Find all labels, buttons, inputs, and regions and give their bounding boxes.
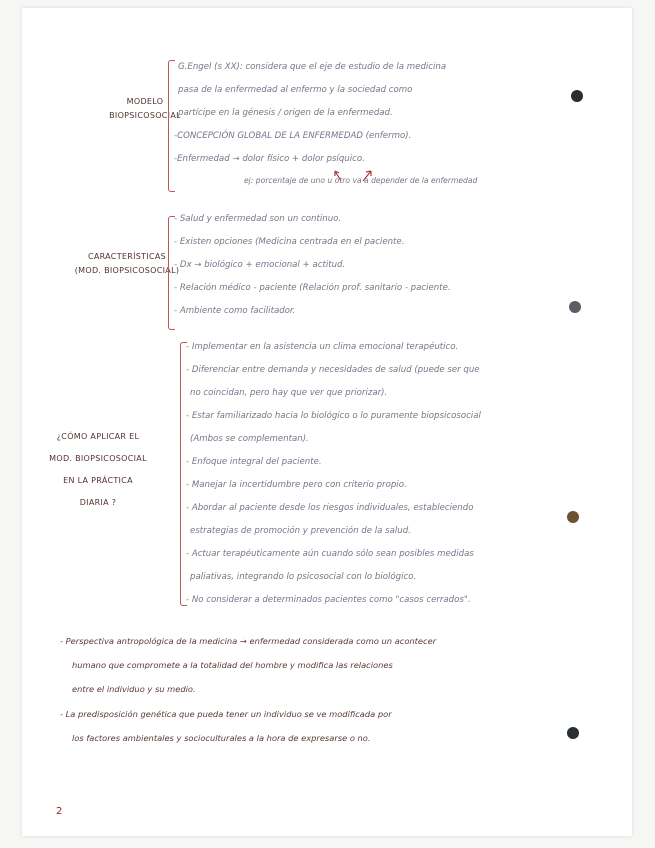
label-line: DIARIA ?	[79, 498, 117, 507]
note-line: humano que compromete a la totalidad del hombre y modifica las relaciones	[72, 660, 393, 670]
punch-hole	[571, 90, 583, 102]
note-line: - Actuar terapéuticamente aún cuando sólo sean posibles medidas	[186, 549, 474, 559]
note-line: - Ambiente como facilitador.	[174, 306, 296, 316]
punch-hole	[567, 727, 579, 739]
label-line: ¿CÓMO APLICAR EL	[56, 432, 140, 441]
note-line: - Estar familiarizado hacia lo biológico o lo puramente biopsicosocial	[186, 411, 481, 421]
punch-hole	[569, 301, 581, 313]
note-line: estrategias de promoción y prevención de la salud.	[190, 526, 411, 536]
label-line: (MOD. BIOPSICOSOCIAL)	[74, 266, 180, 275]
note-line: -CONCEPCIÓN GLOBAL DE LA ENFERMEDAD (enfermo).	[174, 131, 412, 141]
note-line: entre el individuo y su medio.	[72, 684, 196, 694]
label-line: CARACTERÍSTICAS	[87, 252, 167, 261]
note-line: los factores ambientales y socioculturales a la hora de expresarse o no.	[72, 733, 371, 743]
note-line: - Implementar en la asistencia un clima emocional terapéutico.	[186, 342, 459, 352]
note-line: partícipe en la génesis / origen de la enfermedad.	[178, 108, 393, 118]
note-line: - Perspectiva antropológica de la medicina → enfermedad considerada como un acontecer	[60, 636, 437, 646]
note-line: - No considerar a determinados pacientes como "casos cerrados".	[186, 595, 471, 605]
punch-hole	[567, 511, 579, 523]
note-line: (Ambos se complementan).	[190, 434, 309, 444]
note-line: - Dx → biológico + emocional + actitud.	[174, 260, 346, 270]
label-line: BIOPSICOSOCIAL	[109, 111, 181, 120]
label-line: MODELO	[126, 97, 164, 106]
page-number: 2	[56, 806, 63, 817]
section-label-como-aplicar	[38, 430, 158, 510]
note-line: paliativas, integrando lo psicosocial con lo biológico.	[190, 572, 417, 582]
note-line: - Abordar al paciente desde los riesgos individuales, estableciendo	[186, 503, 474, 513]
note-line: - La predisposición genética que pueda tener un individuo se ve modificada por	[60, 709, 392, 719]
note-line: - Relación médico - paciente (Relación prof. sanitario - paciente.	[174, 283, 451, 293]
note-line: G.Engel (s XX): considera que el eje de estudio de la medicina	[178, 62, 447, 72]
note-line: - Existen opciones (Medicina centrada en el paciente.	[174, 237, 405, 247]
label-line: MOD. BIOPSICOSOCIAL	[49, 454, 147, 463]
label-line: EN LA PRÁCTICA	[63, 476, 133, 485]
note-line: - Enfoque integral del paciente.	[186, 457, 322, 467]
note-line: - Manejar la incertidumbre pero con criterio propio.	[186, 480, 407, 490]
note-line: pasa de la enfermedad al enfermo y la sociedad como	[178, 85, 413, 95]
section-label-caracteristicas	[72, 250, 182, 278]
note-line: ej: porcentaje de uno u otro va a depender de la enfermedad	[244, 176, 478, 185]
notebook-page	[22, 8, 632, 836]
note-line: - Diferenciar entre demanda y necesidades de salud (puede ser que	[186, 365, 480, 375]
note-line: - Salud y enfermedad son un continuo.	[174, 214, 342, 224]
note-line: no coincidan, pero hay que ver que priorizar).	[190, 388, 388, 398]
note-line: -Enfermedad → dolor físico + dolor psíquico.	[174, 154, 365, 164]
